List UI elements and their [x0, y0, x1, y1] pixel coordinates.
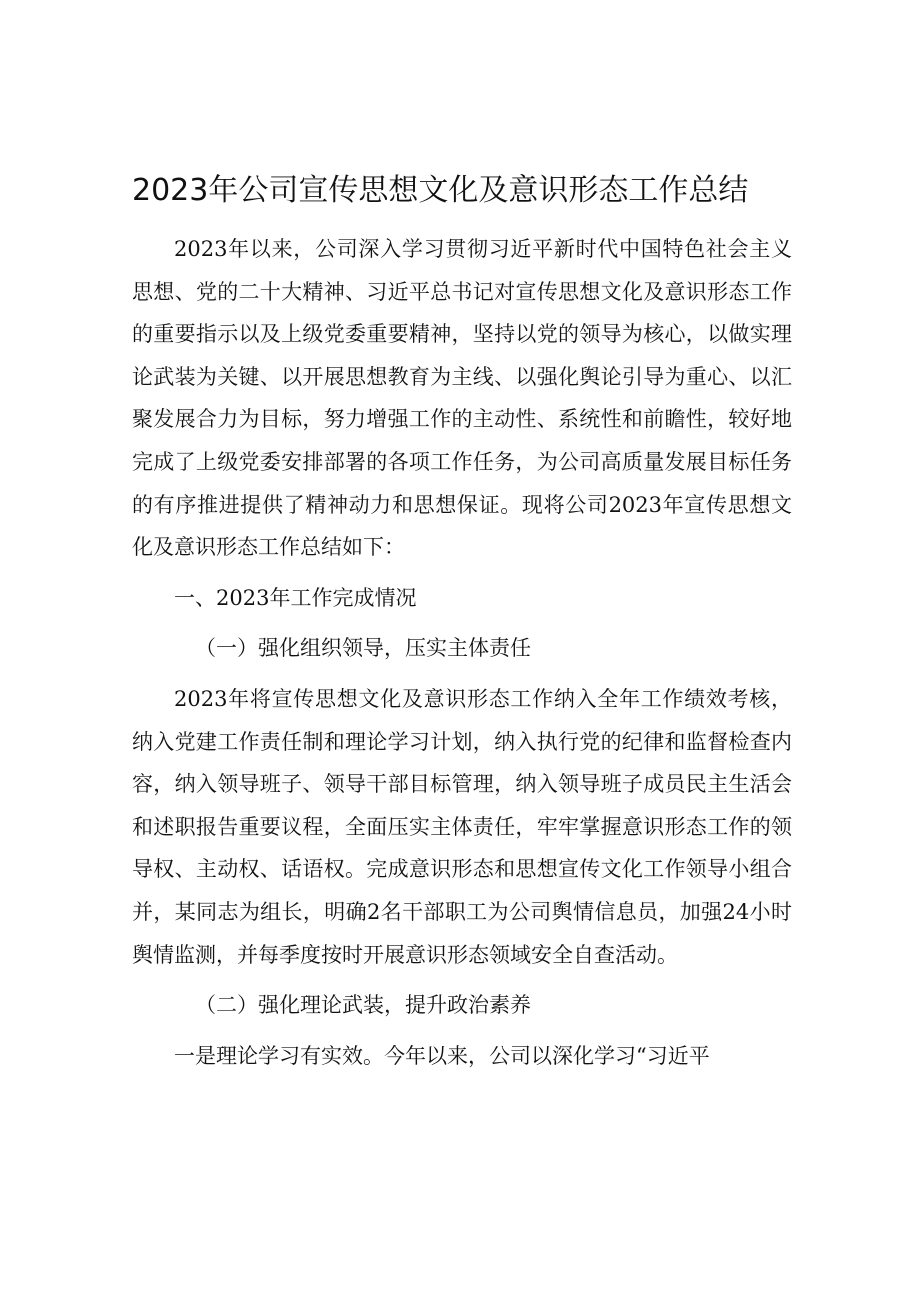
subsection-1-paragraph: 2023年将宣传思想文化及意识形态工作纳入全年工作绩效考核，纳入党建工作责任制和理论学习计划，纳入执行党的纪律和监督检查内容，纳入领导班子、领导干部目标管理，纳入领导班子成员民主生活会和述职报告重要议程，全面压实主体责任，牢牢掌握意识形态工作的领导权、主动权、话语权。完成意识形态和思想宣传文化工作领导小组合并，某同志为组长，明确2名干部职工为公司舆情信息员，加强24小时舆情监测，并每季度按时开展意识形态领域安全自查活动。	[132, 686, 792, 967]
document-title: 2023年公司宣传思想文化及意识形态工作总结	[132, 173, 749, 208]
section-heading-1: 一、2023年工作完成情况	[174, 585, 417, 610]
subsection-2-paragraph: 一是理论学习有实效。今年以来，公司以深化学习“习近平	[174, 1043, 710, 1068]
subsection-heading-2: （二）强化理论武装，提升政治素养	[195, 993, 531, 1018]
subsection-heading-1: （一）强化组织领导，压实主体责任	[195, 636, 531, 661]
intro-paragraph: 2023年以来，公司深入学习贯彻习近平新时代中国特色社会主义思想、党的二十大精神、习近平总书记对宣传思想文化及意识形态工作的重要指示以及上级党委重要精神，坚持以党的领导为核心，以做实理论武装为关键、以开展思想教育为主线、以强化舆论引导为重心、以汇聚发展合力为目标，努力增强工作的主动性、系统性和前瞻性，较好地完成了上级党委安排部署的各项工作任务，为公司高质量发展目标任务的有序推进提供了精神动力和思想保证。现将公司2023年宣传思想文化及意识形态工作总结如下：	[132, 237, 792, 560]
document-body	[132, 228, 792, 1077]
